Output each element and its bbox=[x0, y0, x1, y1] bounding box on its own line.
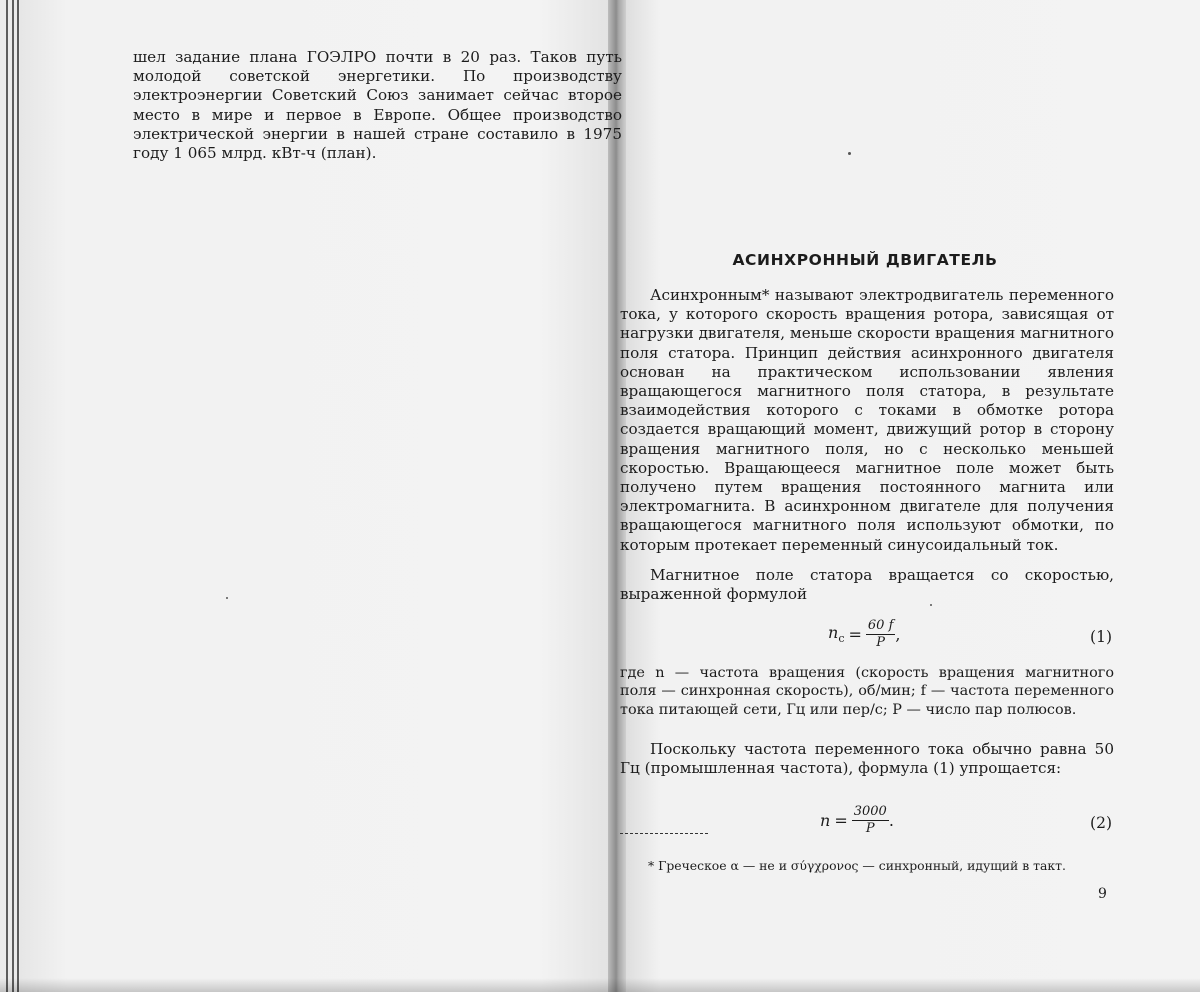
paragraph-definition bbox=[620, 286, 1114, 555]
equation-number: (2) bbox=[1090, 814, 1112, 832]
paragraph-simplification bbox=[620, 740, 1114, 778]
paragraph-text: Поскольку частота переменного тока обычно равна 50 Гц (промышленная частота), формула (1) упрощается: bbox=[620, 740, 1114, 778]
paragraph-formula-intro bbox=[620, 566, 1114, 604]
formula-2 bbox=[620, 804, 1114, 846]
formula-2-expression: n = $\frac{3000}{P}$ . bbox=[820, 804, 894, 836]
fraction-denominator: P bbox=[876, 635, 886, 650]
formula-lhs: n bbox=[820, 811, 831, 830]
page-edge-line bbox=[6, 0, 8, 992]
page-edge-line bbox=[17, 0, 19, 992]
formula-1-expression: $n_c$ = $\frac{60 f}{P}$ , bbox=[828, 618, 901, 650]
paragraph-text: где n — частота вращения (скорость вращения магнитного поля — синхронная скорость), об/мин; f — частота переменного тока питающей сети, Гц или пер/с; P — число пар полюсов. bbox=[620, 665, 1114, 718]
fraction bbox=[866, 618, 896, 651]
footnote: * Греческое α — не и σύγχρονος — синхронный, идущий в такт. bbox=[648, 858, 1066, 873]
paragraph-text: Асинхронным* называют электродвигатель переменного тока, у которого скорость вращения ротора, зависящая от нагрузки двигателя, меньше скорости вращения магнитного поля статора. Принцип действия асинхронного двигателя основан на практическом использовании явления вращающегося магнитного поля статора, в результате взаимодействия которого с токами в обмотке ротора создается вращающий момент, движущий ротор в сторону вращения магнитного поля, но с несколько меньшей скоростью. Вращающееся магнитное поле может быть получено путем вращения постоянного магнита или электромагнита. В асинхронном двигателе для получения вращающегося магнитного поля используют обмотки, по которым протекает переменный синусоидальный ток. bbox=[620, 286, 1114, 554]
section-heading: АСИНХРОННЫЙ ДВИГАТЕЛЬ bbox=[732, 251, 998, 269]
page-edge-line bbox=[12, 0, 14, 992]
paragraph-variable-legend bbox=[620, 664, 1114, 719]
equals-sign: = bbox=[834, 811, 848, 830]
equals-sign: = bbox=[848, 625, 862, 644]
formula-1 bbox=[620, 618, 1114, 660]
fraction-denominator: P bbox=[865, 821, 875, 836]
formula-lhs: $n_c$ bbox=[828, 623, 845, 646]
left-page-paragraph bbox=[133, 48, 622, 163]
scan-speck bbox=[226, 597, 228, 599]
fraction-numerator: 60 f bbox=[867, 618, 894, 633]
page-number: 9 bbox=[1098, 886, 1107, 902]
scan-speck bbox=[848, 152, 851, 155]
scan-speck bbox=[930, 604, 932, 606]
fraction bbox=[852, 804, 889, 837]
paragraph-text: Магнитное поле статора вращается со скоростью, выраженной формулой bbox=[620, 566, 1114, 604]
fraction-numerator: 3000 bbox=[853, 804, 887, 819]
bottom-edge-shadow bbox=[0, 978, 1200, 992]
equation-number: (1) bbox=[1090, 628, 1112, 646]
footnote-divider bbox=[620, 833, 708, 834]
left-paragraph-text: шел задание плана ГОЭЛРО почти в 20 раз. Таков путь молодой советской энергетики. По производству электроэнергии Советский Союз занимает сейчас второе место в мире и первое в Европе. Общее производство электрической энергии в нашей стране составило в 1975 году 1 065 млрд. кВт-ч (план). bbox=[133, 48, 622, 163]
